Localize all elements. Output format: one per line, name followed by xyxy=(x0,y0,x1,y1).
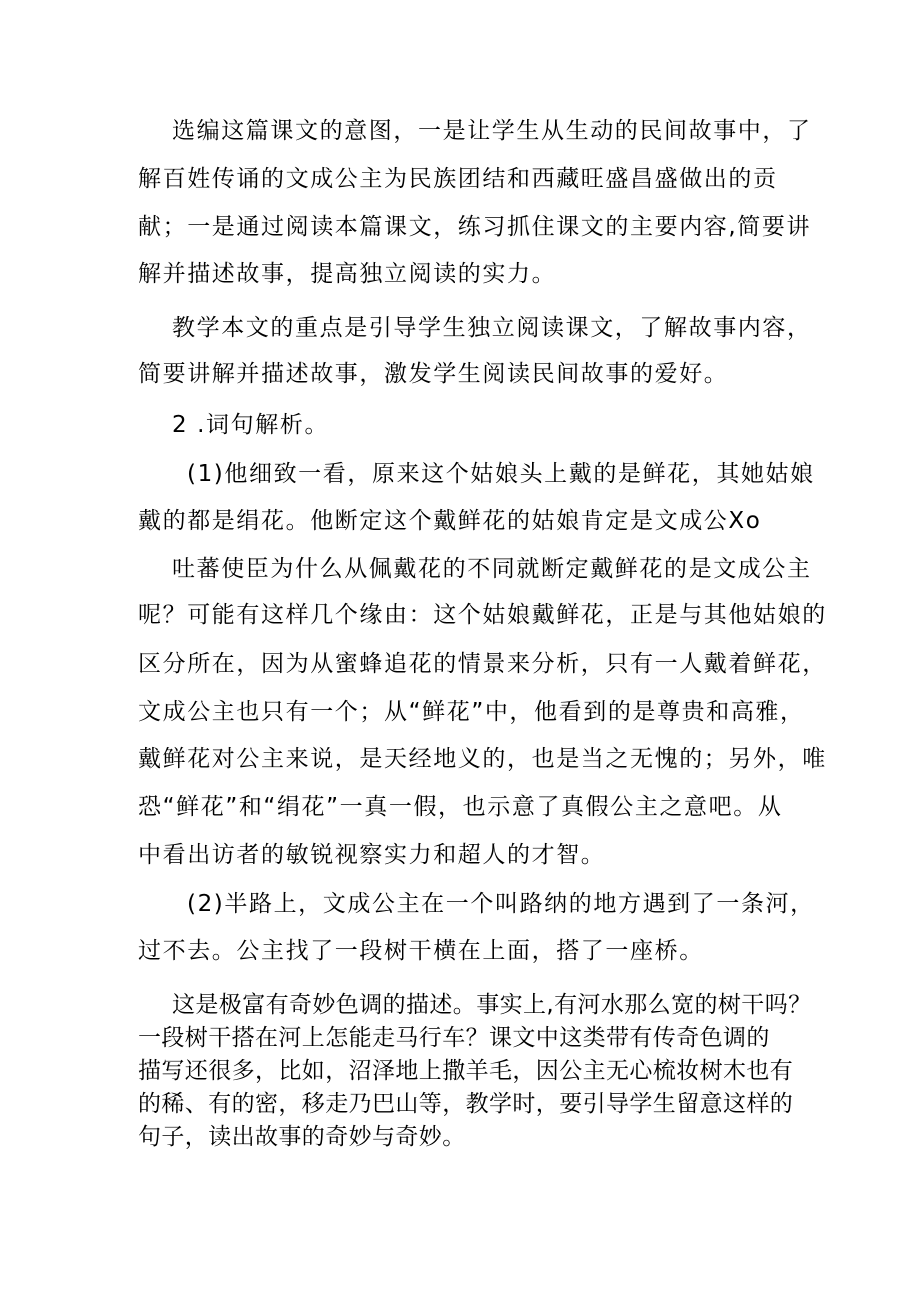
section-heading-2: 2 .词句解析。 xyxy=(172,412,330,438)
quote-2-line-1: (2)半路上，文成公主在一个叫路纳的地方遇到了一条河， xyxy=(187,891,815,917)
paragraph-3-line-3: 区分所在，因为从蜜蜂追花的情景来分析，只有一人戴着鲜花， xyxy=(138,651,827,677)
paragraph-3-line-4: 文成公主也只有一个；从“鲜花”中，他看到的是尊贵和高雅， xyxy=(138,699,805,725)
paragraph-3-line-2: 呢？可能有这样几个缘由：这个姑娘戴鲜花，正是与其他姑娘的 xyxy=(138,602,827,628)
quote-1-line-1: (1)他细致一看，原来这个姑娘头上戴的是鲜花，其她姑娘 xyxy=(187,461,815,487)
paragraph-1-line-1: 选编这篇课文的意图，一是让学生从生动的民间故事中，了 xyxy=(172,118,812,144)
paragraph-3-line-1: 吐蕃使臣为什么从佩戴花的不同就断定戴鲜花的是文成公主 xyxy=(172,556,812,582)
paragraph-3-line-5: 戴鲜花对公主来说，是天经地义的，也是当之无愧的；另外，唯 xyxy=(138,746,827,772)
quote-2-line-2: 过不去。公主找了一段树干横在上面，搭了一座桥。 xyxy=(138,938,704,964)
paragraph-2-line-1: 教学本文的重点是引导学生独立阅读课文，了解故事内容， xyxy=(172,315,812,341)
paragraph-4-line-1: 这是极富有奇妙色调的描述。事实上,有河水那么宽的树干吗？ xyxy=(172,992,812,1018)
paragraph-2-line-2: 简要讲解并描述故事，激发学生阅读民间故事的爱好。 xyxy=(138,361,729,387)
paragraph-4-line-2: 一段树干搭在河上怎能走马行车？课文中这类带有传奇色调的 xyxy=(138,1025,770,1051)
paragraph-4-line-3: 描写还很多，比如，沼泽地上撒羊毛，因公主无心梳妆树木也有 xyxy=(138,1058,794,1084)
paragraph-3-line-6: 恐“鲜花”和“绢花”一真一假，也示意了真假公主之意吧。从 xyxy=(138,794,783,820)
paragraph-3-line-7: 中看出访者的敏锐视察实力和超人的才智。 xyxy=(138,842,606,868)
paragraph-1-line-3: 献；一是通过阅读本篇课文，练习抓住课文的主要内容,简要讲 xyxy=(138,214,812,240)
paragraph-4-line-5: 句子，读出故事的奇妙与奇妙。 xyxy=(138,1124,466,1150)
paragraph-1-line-4: 解并描述故事，提高独立阅读的实力。 xyxy=(138,261,557,287)
quote-1-line-2: 戴的都是绢花。他断定这个戴鲜花的姑娘肯定是文成公Xo xyxy=(138,508,762,534)
paragraph-1-line-2: 解百姓传诵的文成公主为民族团结和西藏旺盛昌盛做出的贡 xyxy=(138,166,778,192)
paragraph-4-line-4: 的稀、有的密，移走乃巴山等，教学时，要引导学生留意这样的 xyxy=(138,1091,794,1117)
